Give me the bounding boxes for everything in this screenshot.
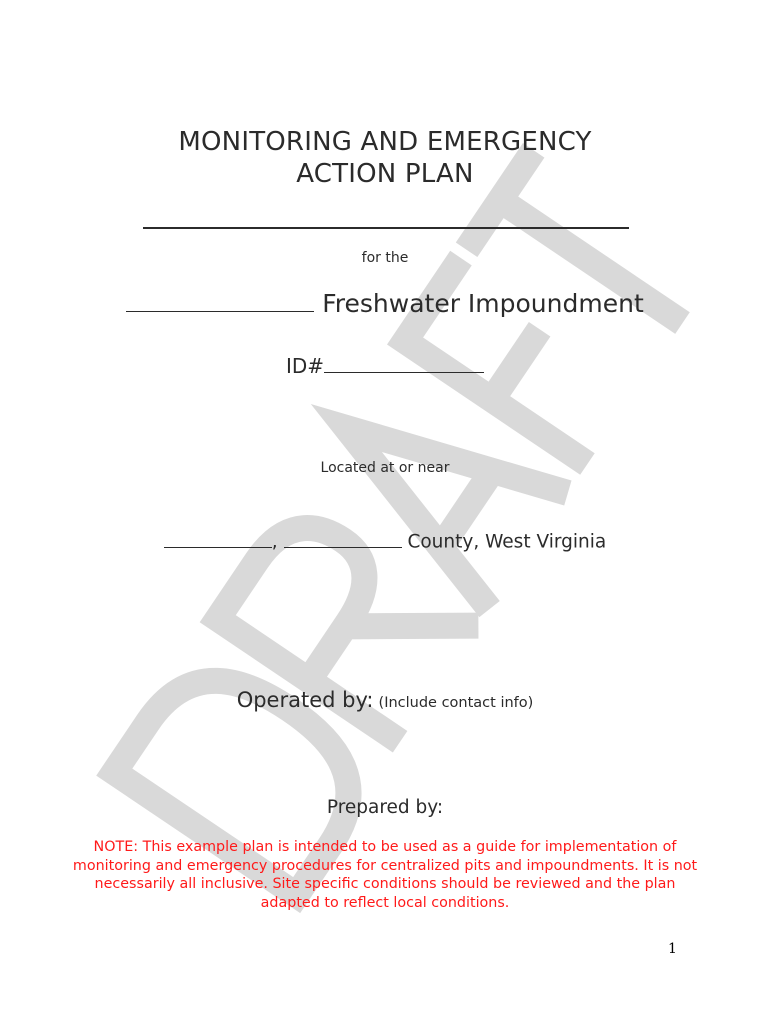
operated-label: Operated by:: [236, 688, 374, 712]
operated-hint: (Include contact info): [378, 695, 534, 711]
note-text: NOTE: This example plan is intended to be used as a guide for implementation of monitoring and emergency procedures for centralized pits and impoundments. It is not necessarily all inclusive. Site specific conditions should be reviewed and the plan adapted to reflect local conditions.: [72, 839, 698, 911]
title-line-1: MONITORING AND EMERGENCY: [178, 127, 592, 157]
location-separator: ,: [271, 531, 278, 553]
for-the-text: for the: [361, 250, 409, 266]
operated-line: [0, 688, 770, 712]
impoundment-label: Freshwater Impoundment: [322, 289, 644, 318]
impoundment-line: [0, 286, 770, 318]
id-line: [0, 352, 770, 378]
city-blank[interactable]: [164, 528, 272, 548]
prepared-label: Prepared by:: [326, 797, 444, 818]
title-line-2: ACTION PLAN: [296, 159, 474, 189]
impoundment-name-blank[interactable]: [126, 286, 314, 312]
located-text: Located at or near: [320, 460, 450, 476]
id-label: ID#: [285, 354, 325, 378]
county-blank[interactable]: [284, 528, 402, 548]
page-number: 1: [668, 941, 677, 957]
county-label: County, West Virginia: [407, 531, 607, 553]
location-line: [0, 528, 770, 553]
id-blank[interactable]: [324, 352, 484, 373]
title-underline: [143, 227, 629, 229]
